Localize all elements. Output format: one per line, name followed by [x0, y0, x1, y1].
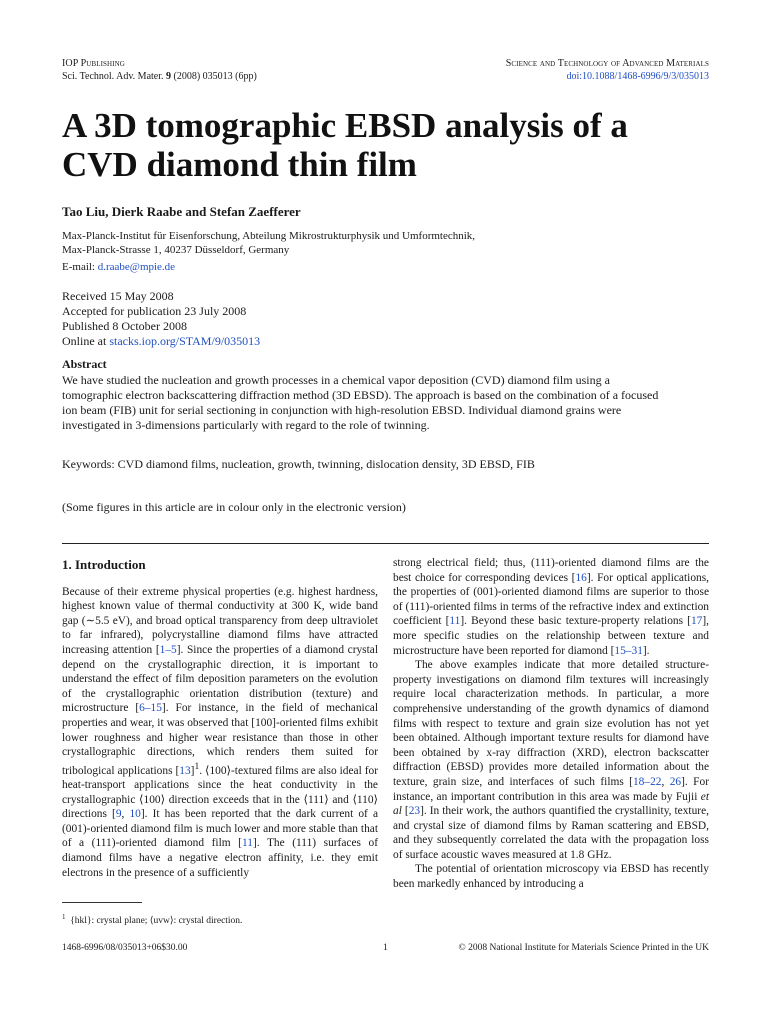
body-text: ]. Since the properties of a diamond crystal depend on the crystallographic direction, it is important to understand the effect of film deposition parameters on the evolution of the crystallographic orientation distribution (texture) and microstructure [ — [62, 643, 378, 715]
body-column-left — [62, 558, 378, 880]
citation-link[interactable]: 13 — [179, 764, 191, 777]
section-heading-introduction: 1. Introduction — [62, 557, 146, 572]
body-text: ]. For instance, an important contribution in this area was made by Fujii — [393, 775, 709, 803]
online-url-link[interactable]: stacks.iop.org/STAM/9/035013 — [109, 334, 261, 348]
body-column-right — [393, 556, 709, 892]
citation-link[interactable]: 15–31 — [614, 644, 643, 657]
received-date: Received 15 May 2008 — [62, 289, 174, 303]
body-text: . ⟨100⟩-textured films are also ideal for heat-transport applications since the heat conductivity in the crystallographic ⟨100⟩ direction exceeds that in the ⟨111⟩ and ⟨110⟩ directions [ — [62, 764, 378, 821]
publisher-name: IOP Publishing — [62, 58, 125, 69]
citation-details: (2008) 035013 (6pp) — [173, 71, 257, 82]
citation-link[interactable]: 26 — [669, 775, 682, 788]
citation-volume: 9 — [166, 71, 172, 82]
citation-link[interactable]: 11 — [449, 615, 461, 628]
footnote-marker: 1 — [194, 761, 200, 772]
body-text: ]. The (111) surfaces of diamond films have a negative electron affinity, i.e. they emit electrons in the presence of a sufficiently — [62, 837, 379, 879]
colour-note: (Some figures in this article are in colour only in the electronic version) — [62, 500, 406, 514]
page-number: 1 — [383, 943, 388, 953]
intro-paragraph-1: Because of their extreme physical properties (e.g. highest hardness, highest known value of thermal conductivity at 300 K, wide band gap (∼5.5 eV), and broad optical transparency from deep ultraviolet to far infrared), polycrystalline diamond films have attracted increasing attention [1–5]. Since the properties of a diamond crystal depend on the crystallographic direction, it is important to understand the effect of film deposition parameters on the evolution of the crystallographic orientation distribution (texture) and microstructure [6–15]. For instance, in the field of mechanical properties and wear, it was observed that [100]-oriented films exhibit lower roughness and higher wear resistance than those in other crystallographic directions, which renders them suited for tribological applications $[13]^1$. ⟨100⟩-textured films are also ideal for heat-transport applications since the heat conductivity in the crystallographic ⟨100⟩ direction exceeds that in the ⟨111⟩ and ⟨110⟩ directions [9, 10]. It has been reported that the dark current of a (001)-oriented diamond film is much lower and more stable than that of a (111)-oriented diamond film [11]. The (111) surfaces of diamond films have a negative electron affinity, i.e. they emit electrons in the presence of a sufficiently — [62, 585, 379, 879]
contact-email — [62, 261, 175, 273]
online-availability — [62, 334, 662, 349]
affiliation — [62, 229, 662, 257]
et-al: et al — [393, 790, 709, 818]
citation-link[interactable]: 23 — [408, 805, 421, 818]
footnote-number: 1 — [62, 913, 66, 921]
footer-issn-code: 1468-6996/08/035013+06$30.00 — [62, 943, 188, 953]
affiliation-line-1: Max-Planck-Institut für Eisenforschung, Abteilung Mikrostrukturphysik und Umformtechnik, — [62, 230, 476, 242]
running-header-left — [62, 57, 257, 83]
intro-paragraph-2: The above examples indicate that more detailed structure-property investigations on diamond film textures will increasingly require local characterization methods. In particular, a more comprehensive understanding of the growth dynamics of diamond films with respect to texture and grain size evolution has not yet been obtained. Although important texture results for diamond have been obtained by x-ray diffraction (XRD), electron backscatter diffraction (EBSD) provides more detailed information about the texture, grain size, and interfaces of such films [18–22, 26]. For instance, an important contribution in this area was made by Fujii et al [23]. In their work, the authors quantified the crystallinity, texture, and crystal size of diamond films by Raman scattering and EBSD, and they subsequently correlated the data with the propagation loss of surface acoustic waves measured at 1.8 GHz. — [393, 659, 709, 861]
citation-link[interactable]: 18–22 — [632, 775, 662, 788]
citation-link[interactable]: 10 — [129, 808, 141, 821]
body-text: strong electrical field; thus, (111)-oriented diamond films are the best choice for corresponding devices [ — [393, 557, 709, 584]
body-text: [ — [401, 805, 409, 818]
citation-link[interactable]: 11 — [241, 837, 253, 850]
body-text: ]. For optical applications, the properties of (001)-oriented diamond films are superior to those of (111)-oriented films in terms of the refractive index and extinction coefficient [ — [393, 571, 709, 628]
running-header-right — [506, 57, 709, 83]
citation-link[interactable]: 17 — [690, 615, 703, 628]
body-text: The above examples indicate that more detailed structure-property investigations on diamond film textures will increasingly require local characterization methods. In particular, a more comprehensive understanding of the growth dynamics of diamond films with respect to texture and grain size evolution has not yet been obtained. Although important texture results for diamond have been obtained by x-ray diffraction (XRD), electron backscatter diffraction (EBSD) provides more detailed information about the texture, grain size, and interfaces of such films [ — [393, 659, 709, 788]
body-text: ], more specific studies on the relationship between texture and microstructure have been reported for diamond [ — [393, 615, 709, 657]
footer-copyright: © 2008 National Institute for Materials Science Printed in the UK — [458, 943, 709, 953]
body-text: ]. Beyond these basic texture-property relations [ — [460, 615, 691, 628]
section-divider — [62, 543, 709, 544]
email-label: E-mail: — [62, 261, 95, 273]
body-text: ]. In their work, the authors quantified the crystallinity, texture, and crystal size of diamond films by Raman scattering and EBSD, and they subsequently correlated the data with the propagation loss of surface acoustic waves measured at 1.8 GHz. — [393, 805, 709, 861]
citation — [62, 70, 257, 83]
accepted-date: Accepted for publication 23 July 2008 — [62, 304, 247, 318]
body-text: ]. — [642, 644, 650, 657]
footnote-text: {hkl}: crystal plane; ⟨uvw⟩: crystal direction. — [70, 916, 243, 927]
article-title: A 3D tomographic EBSD analysis of a CVD diamond thin film — [62, 106, 628, 184]
online-label: Online at — [62, 334, 107, 348]
intro-paragraph-1-cont — [393, 556, 709, 658]
citation-link[interactable]: 1–5 — [159, 643, 177, 656]
citation-link[interactable]: 6–15 — [139, 702, 162, 715]
author-list: Tao Liu, Dierk Raabe and Stefan Zaefferer — [62, 204, 301, 219]
affiliation-line-2: Max-Planck-Strasse 1, 40237 Düsseldorf, Germany — [62, 244, 290, 256]
doi-link[interactable]: doi:10.1088/1468-6996/9/3/035013 — [566, 71, 709, 82]
footnote — [62, 913, 242, 926]
body-text: ]. It has been reported that the dark current of a (001)-oriented diamond film is much lower and more stable than that of a (111)-oriented diamond film [ — [62, 808, 378, 850]
body-text: Because of their extreme physical properties (e.g. highest hardness, highest known value of thermal conductivity at 300 K, wide band gap (∼5.5 eV), and broad optical transparency from deep ultraviolet to far infrared), polycrystalline diamond films have attracted increasing attention [ — [62, 585, 378, 656]
journal-name: Science and Technology of Advanced Materials — [505, 58, 709, 69]
citation-link[interactable]: 9 — [115, 808, 122, 821]
citation-journal: Sci. Technol. Adv. Mater. — [62, 71, 164, 82]
published-date: Published 8 October 2008 — [62, 319, 187, 333]
publication-history — [62, 289, 662, 349]
intro-paragraph-3: The potential of orientation microscopy via EBSD has recently been markedly enhanced by introducing a — [393, 863, 709, 891]
citation-link[interactable]: 16 — [575, 571, 587, 584]
abstract-text: We have studied the nucleation and growth processes in a chemical vapor deposition (CVD) diamond film using a tomographic electron backscattering diffraction method (3D EBSD). The approach is based on the combination of a focused ion beam (FIB) unit for serial sectioning in conjunction with high-resolution EBSD. Individual diamond grains were investigated in 3-dimensions particularly with regard to the role of twinning. — [62, 373, 659, 432]
body-text: ]. For instance, in the field of mechanical properties and wear, it was observed that [100]-oriented films exhibit lower roughness and higher wear resistance than those in other crystallographic directions, which renders them suited for tribological applications [ — [62, 702, 379, 777]
keywords: Keywords: CVD diamond films, nucleation, growth, twinning, dislocation density, 3D EBSD, FIB — [62, 457, 535, 471]
abstract-heading: Abstract — [62, 357, 107, 371]
footnote-divider — [62, 902, 142, 903]
email-link[interactable]: d.raabe@mpie.de — [97, 261, 176, 273]
